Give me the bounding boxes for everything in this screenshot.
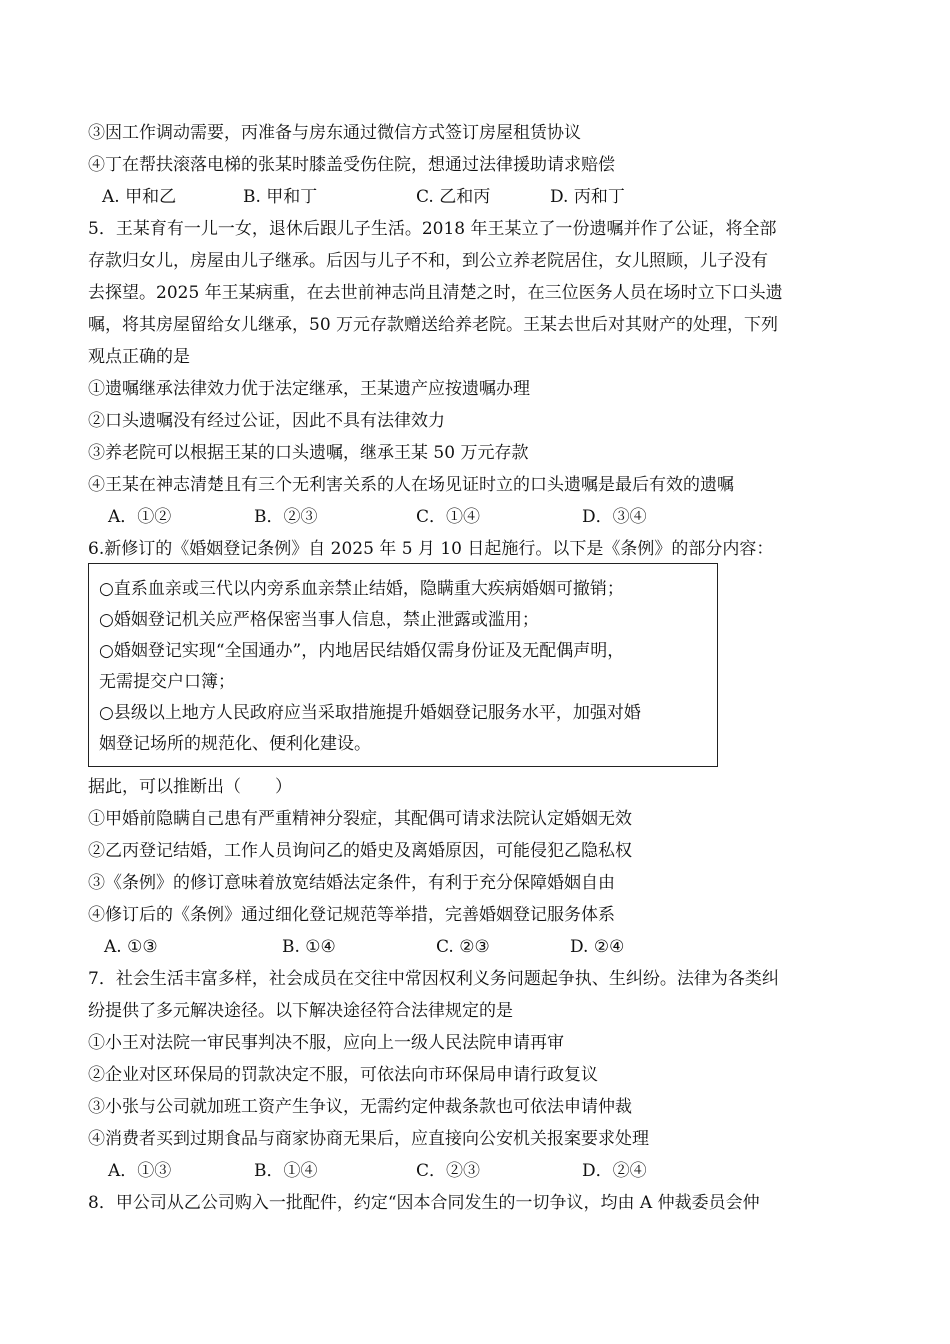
- q6-item-1: ①甲婚前隐瞒自己患有严重精神分裂症，其配偶可请求法院认定婚姻无效: [88, 809, 632, 829]
- q5-stem-line: 去探望。2025 年王某病重，在去世前神志尚且清楚之时，在三位医务人员在场时立下口头遗: [88, 283, 783, 303]
- q5-option-a[interactable]: A．①②: [108, 507, 172, 527]
- q8-stem-line: 8．甲公司从乙公司购入一批配件，约定“因本合同发生的一切争议，均由 A 仲裁委员会仲: [88, 1193, 760, 1213]
- q7-item-4: ④消费者买到过期食品与商家协商无果后，应直接向公安机关报案要求处理: [88, 1129, 649, 1149]
- q4-option-c[interactable]: C. 乙和丙: [416, 187, 491, 207]
- q5-stem-line: 存款归女儿，房屋由儿子继承。后因与儿子不和，到公立养老院居住，女儿照顾，儿子没有: [88, 251, 768, 271]
- q7-item-2: ②企业对区环保局的罚款决定不服，可依法向市环保局申请行政复议: [88, 1065, 598, 1085]
- q6-prompt: 据此，可以推断出（ ）: [88, 777, 292, 797]
- q6-option-d[interactable]: D. ②④: [570, 937, 625, 957]
- q6-regulation-box: [88, 563, 718, 767]
- q5-option-d[interactable]: D．③④: [582, 507, 647, 527]
- q6-item-4: ④修订后的《条例》通过细化登记规范等举措，完善婚姻登记服务体系: [88, 905, 615, 925]
- q4-item-3: ③因工作调动需要，丙准备与房东通过微信方式签订房屋租赁协议: [88, 123, 581, 143]
- q4-item-4: ④丁在帮扶滚落电梯的张某时膝盖受伤住院，想通过法律援助请求赔偿: [88, 155, 615, 175]
- q6-box-line: ○直系血亲或三代以内旁系血亲禁止结婚，隐瞒重大疾病婚姻可撤销；: [99, 579, 624, 599]
- q7-stem-line: 7．社会生活丰富多样，社会成员在交往中常因权利义务问题起争执、生纠纷。法律为各类纠: [88, 969, 779, 989]
- q6-option-b[interactable]: B. ①④: [282, 937, 336, 957]
- q6-box-line: 无需提交户口簿；: [99, 672, 235, 692]
- q5-options: [88, 502, 708, 532]
- q4-option-b[interactable]: B. 甲和丁: [243, 187, 318, 207]
- q4-option-d[interactable]: D. 丙和丁: [550, 187, 625, 207]
- q7-option-d[interactable]: D．②④: [582, 1161, 647, 1181]
- q6-option-a[interactable]: A. ①③: [104, 937, 158, 957]
- q7-stem-line: 纷提供了多元解决途径。以下解决途径符合法律规定的是: [88, 1001, 513, 1021]
- q6-box-line: ○婚姻登记机关应严格保密当事人信息，禁止泄露或滥用；: [99, 610, 539, 630]
- q7-item-3: ③小张与公司就加班工资产生争议，无需约定仲裁条款也可依法申请仲裁: [88, 1097, 632, 1117]
- q4-options: [88, 182, 688, 212]
- q5-option-c[interactable]: C．①④: [416, 507, 481, 527]
- q6-item-2: ②乙丙登记结婚，工作人员询问乙的婚史及离婚原因，可能侵犯乙隐私权: [88, 841, 632, 861]
- q6-box-line: 姻登记场所的规范化、便利化建设。: [99, 734, 371, 754]
- q5-option-b[interactable]: B．②③: [254, 507, 318, 527]
- q5-item-1: ①遗嘱继承法律效力优于法定继承，王某遗产应按遗嘱办理: [88, 379, 530, 399]
- q5-item-4: ④王某在神志清楚且有三个无利害关系的人在场见证时立的口头遗嘱是最后有效的遗嘱: [88, 475, 734, 495]
- q7-item-1: ①小王对法院一审民事判决不服，应向上一级人民法院申请再审: [88, 1033, 564, 1053]
- q6-option-c[interactable]: C. ②③: [436, 937, 490, 957]
- q7-options: [88, 1156, 708, 1186]
- q5-item-3: ③养老院可以根据王某的口头遗嘱，继承王某 50 万元存款: [88, 443, 529, 463]
- q7-option-b[interactable]: B．①④: [254, 1161, 318, 1181]
- q6-item-3: ③《条例》的修订意味着放宽结婚法定条件，有利于充分保障婚姻自由: [88, 873, 615, 893]
- q5-item-2: ②口头遗嘱没有经过公证，因此不具有法律效力: [88, 411, 445, 431]
- q5-stem-line: 观点正确的是: [88, 347, 190, 367]
- q7-option-c[interactable]: C．②③: [416, 1161, 481, 1181]
- q6-options: [88, 932, 708, 962]
- q6-stem: 6.新修订的《婚姻登记条例》自 2025 年 5 月 10 日起施行。以下是《条例》的部分内容：: [88, 539, 774, 559]
- q5-stem-line: 5．王某育有一儿一女，退休后跟儿子生活。2018 年王某立了一份遗嘱并作了公证，将全部: [88, 219, 777, 239]
- q6-box-line: ○县级以上地方人民政府应当采取措施提升婚姻登记服务水平，加强对婚: [99, 703, 641, 723]
- q5-stem-line: 嘱，将其房屋留给女儿继承，50 万元存款赠送给养老院。王某去世后对其财产的处理，下列: [88, 315, 779, 335]
- q4-option-a[interactable]: A. 甲和乙: [102, 187, 177, 207]
- q7-option-a[interactable]: A．①③: [108, 1161, 172, 1181]
- q6-box-line: ○婚姻登记实现“全国通办”，内地居民结婚仅需身份证及无配偶声明，: [99, 641, 625, 661]
